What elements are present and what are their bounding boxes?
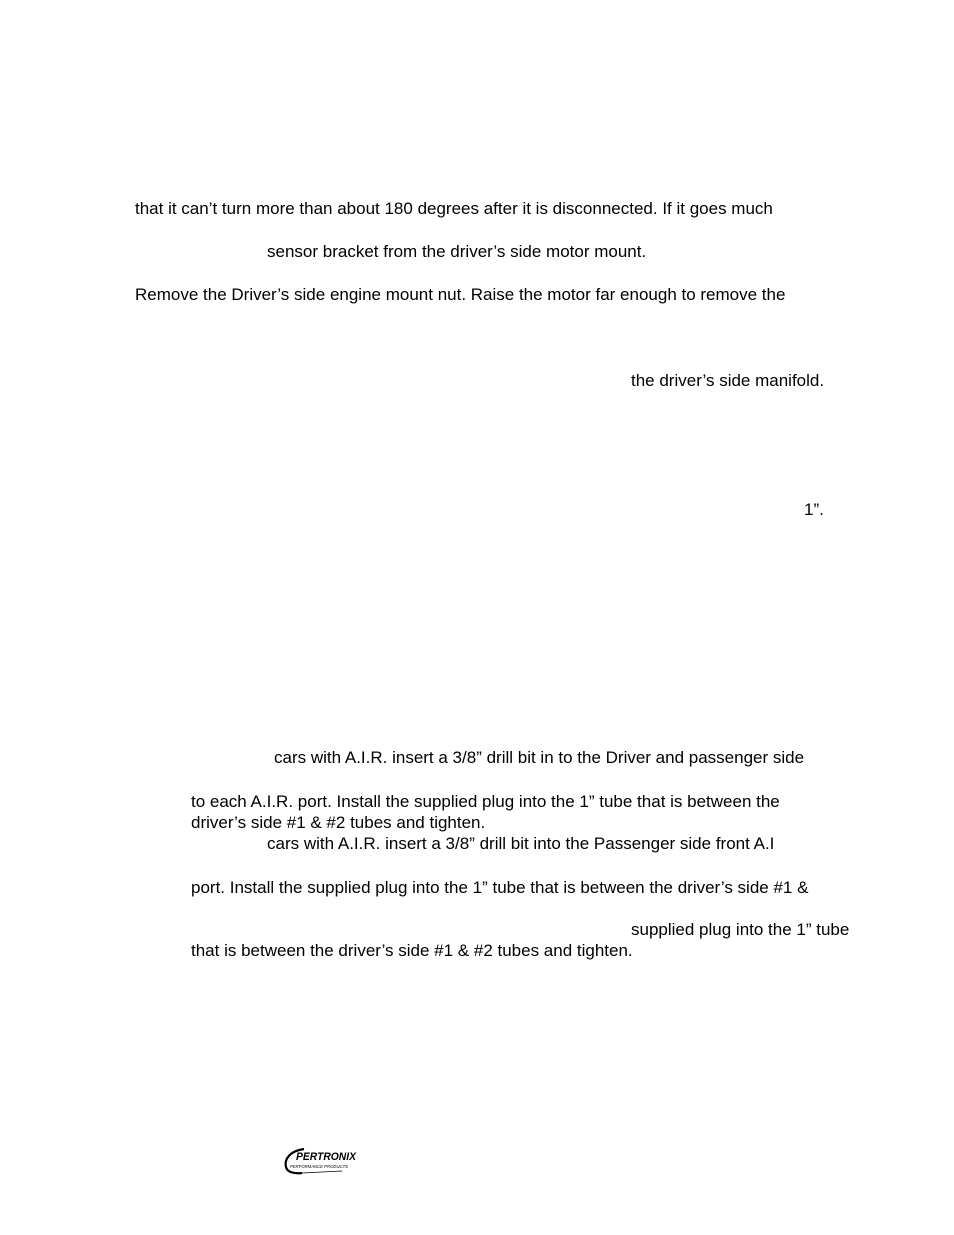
text-line: driver’s side #1 & #2 tubes and tighten. (191, 813, 486, 832)
text-line: sensor bracket from the driver’s side motor mount. (267, 242, 647, 261)
text-line: cars with A.I.R. insert a 3/8” drill bit in to the Driver and passenger side (274, 748, 805, 767)
text-line: Remove the Driver’s side engine mount nut. Raise the motor far enough to remove the (135, 285, 786, 304)
text-line: to each A.I.R. port. Install the supplied plug into the 1” tube that is between the (191, 792, 780, 811)
svg-text:PERFORMANCE PRODUCTS: PERFORMANCE PRODUCTS (290, 1164, 348, 1169)
text-line: cars with A.I.R. insert a 3/8” drill bit into the Passenger side front A.I (267, 834, 775, 853)
svg-text:PERTRONIX: PERTRONIX (296, 1151, 357, 1163)
text-line: supplied plug into the 1” tube (631, 920, 850, 939)
text-line: 1”. (804, 500, 824, 519)
text-line: that it can’t turn more than about 180 degrees after it is disconnected. If it goes much (135, 199, 773, 218)
pertronix-logo (282, 1143, 358, 1175)
text-line: the driver’s side manifold. (631, 371, 825, 390)
text-line: that is between the driver’s side #1 & #2 tubes and tighten. (191, 941, 633, 960)
text-line: port. Install the supplied plug into the 1” tube that is between the driver’s side #1 & (191, 878, 809, 897)
